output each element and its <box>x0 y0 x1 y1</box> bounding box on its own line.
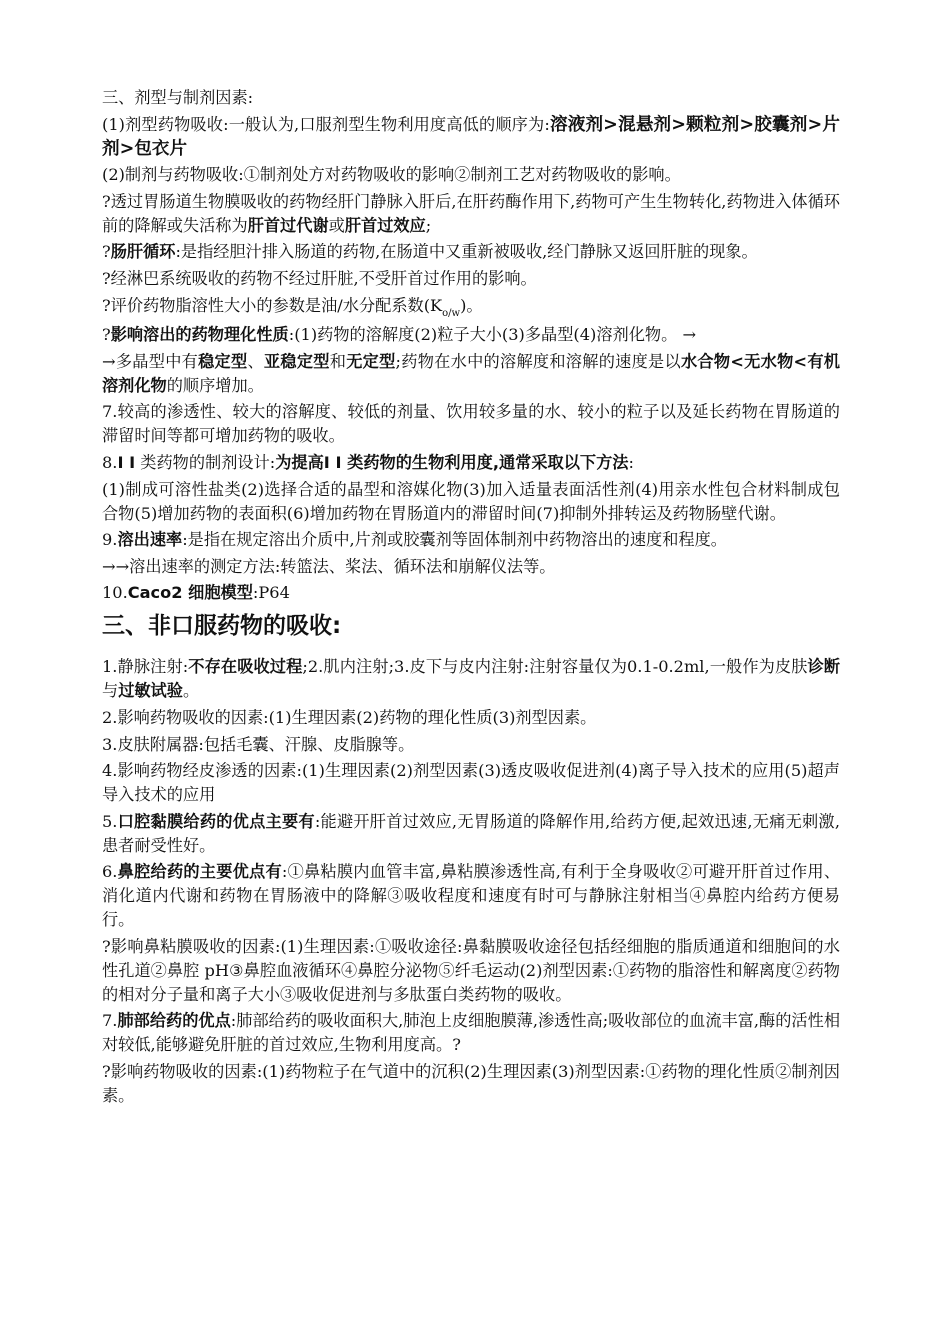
paragraph-polymorph: →多晶型中有稳定型、亚稳定型和无定型;药物在水中的溶解度和溶解的速度是以水合物<无水物<有机溶剂化物的顺序增加。 <box>102 351 840 395</box>
paragraph-dissolution-rate: 9.溶出速率:是指在规定溶出介质中,片剂或胶囊剂等固体制剂中药物溶出的速度和程度。 <box>102 530 727 550</box>
paragraph-first-pass: ?透过胃肠道生物膜吸收的药物经肝门静脉入肝后,在肝药酶作用下,药物可产生生物转化,药物进入体循环前的降解或失活称为肝首过代谢或肝首过效应; <box>102 191 840 235</box>
paragraph-caco2: 10.Caco2 细胞模型:P64 <box>102 583 290 603</box>
paragraph-dissolution-properties: ?影响溶出的药物理化性质:(1)药物的溶解度(2)粒子大小(3)多晶型(4)溶剂化物。 → <box>102 325 697 345</box>
paragraph-pulmonary-advantages: 7.肺部给药的优点:肺部给药的吸收面积大,肺泡上皮细胞膜薄,渗透性高;吸收部位的血流丰富,酶的活性相对较低,能够避免肝脏的首过效应,生物利用度高。? <box>102 1011 841 1055</box>
paragraph-enterohepatic: ?肠肝循环:是指经胆汁排入肠道的药物,在肠道中又重新被吸收,经门静脉又返回肝脏的现象。 <box>102 242 758 262</box>
paragraph-injection: 1.静脉注射:不存在吸收过程;2.肌内注射;3.皮下与皮内注射:注射容量仅为0.1-0.2ml,一般作为皮肤诊断与过敏试验。 <box>102 657 840 701</box>
section-subheading: 三、剂型与制剂因素: <box>102 88 254 107</box>
paragraph-absorption-factors: 2.影响药物吸收的因素:(1)生理因素(2)药物的理化性质(3)剂型因素。 <box>102 707 597 727</box>
paragraph-dosage-form-absorption: (1)剂型药物吸收:一般认为,口服剂型生物利用度高低的顺序为:溶液剂>混悬剂>颗粒剂>胶囊剂>片剂>包衣片 <box>102 114 841 159</box>
paragraph-oral-mucosa: 5.口腔黏膜给药的优点主要有:能避开肝首过效应,无胃肠道的降解作用,给药方便,起效迅速,无痛无刺激,患者耐受性好。 <box>102 811 841 855</box>
paragraph-transdermal-factors: 4.影响药物经皮渗透的因素:(1)生理因素(2)剂型因素(3)透皮吸收促进剂(4)离子导入技术的应用(5)超声导入技术的应用 <box>102 761 840 805</box>
paragraph-pulmonary-factors: ?影响药物吸收的因素:(1)药物粒子在气道中的沉积(2)生理因素(3)剂型因素:①药物的理化性质②制剂因素。 <box>102 1062 840 1106</box>
paragraph-absorption-increase: 7.较高的渗透性、较大的溶解度、较低的剂量、饮用较多量的水、较小的粒子以及延长药物在胃肠道的滞留时间等都可增加药物的吸收。 <box>102 402 840 446</box>
document-page <box>102 86 840 1111</box>
paragraph-partition-coefficient: ?评价药物脂溶性大小的参数是油/水分配系数$(K_{o/w})$。 <box>102 295 483 319</box>
paragraph-lymphatic: ?经淋巴系统吸收的药物不经过肝脏,不受肝首过作用的影响。 <box>102 268 537 288</box>
paragraph-formulation-absorption: (2)制剂与药物吸收:①制剂处方对药物吸收的影响②制剂工艺对药物吸收的影响。 <box>102 165 681 185</box>
paragraph-class-ii-design: 8.I I 类药物的制剂设计:为提高I I 类药物的生物利用度,通常采取以下方法: <box>102 452 634 472</box>
paragraph-nasal-advantages: 6.鼻腔给药的主要优点有:①鼻粘膜内血管丰富,鼻粘膜渗透性高,有利于全身吸收②可避开肝首过作用、消化道内代谢和药物在胃肠液中的降解③吸收程度和速度有时可与静脉注射相当④鼻腔内给药方便易行。 <box>102 862 841 930</box>
paragraph-class-ii-methods: (1)制成可溶性盐类(2)选择合适的晶型和溶媒化物(3)加入适量表面活性剂(4)用亲水性包合材料制成包合物(5)增加药物的表面积(6)增加药物在胃肠道内的滞留时间(7)抑制外排转运及药物肠壁代谢。 <box>102 479 840 523</box>
paragraph-dissolution-methods: →→溶出速率的测定方法:转篮法、桨法、循环法和崩解仪法等。 <box>102 556 556 576</box>
paragraph-skin-appendages: 3.皮肤附属器:包括毛囊、汗腺、皮脂腺等。 <box>102 734 415 754</box>
section-heading: 三、非口服药物的吸收: <box>102 613 342 640</box>
paragraph-nasal-factors: ?影响鼻粘膜吸收的因素:(1)生理因素:①吸收途径:鼻黏膜吸收途径包括经细胞的脂质通道和细胞间的水性孔道②鼻腔 pH③鼻腔血液循环④鼻腔分泌物⑤纤毛运动(2)剂型因素:①药物的脂溶性和解离度②药物的相对分子量和离子大小③吸收促进剂与多肽蛋白类药物的吸收。 <box>102 936 840 1004</box>
